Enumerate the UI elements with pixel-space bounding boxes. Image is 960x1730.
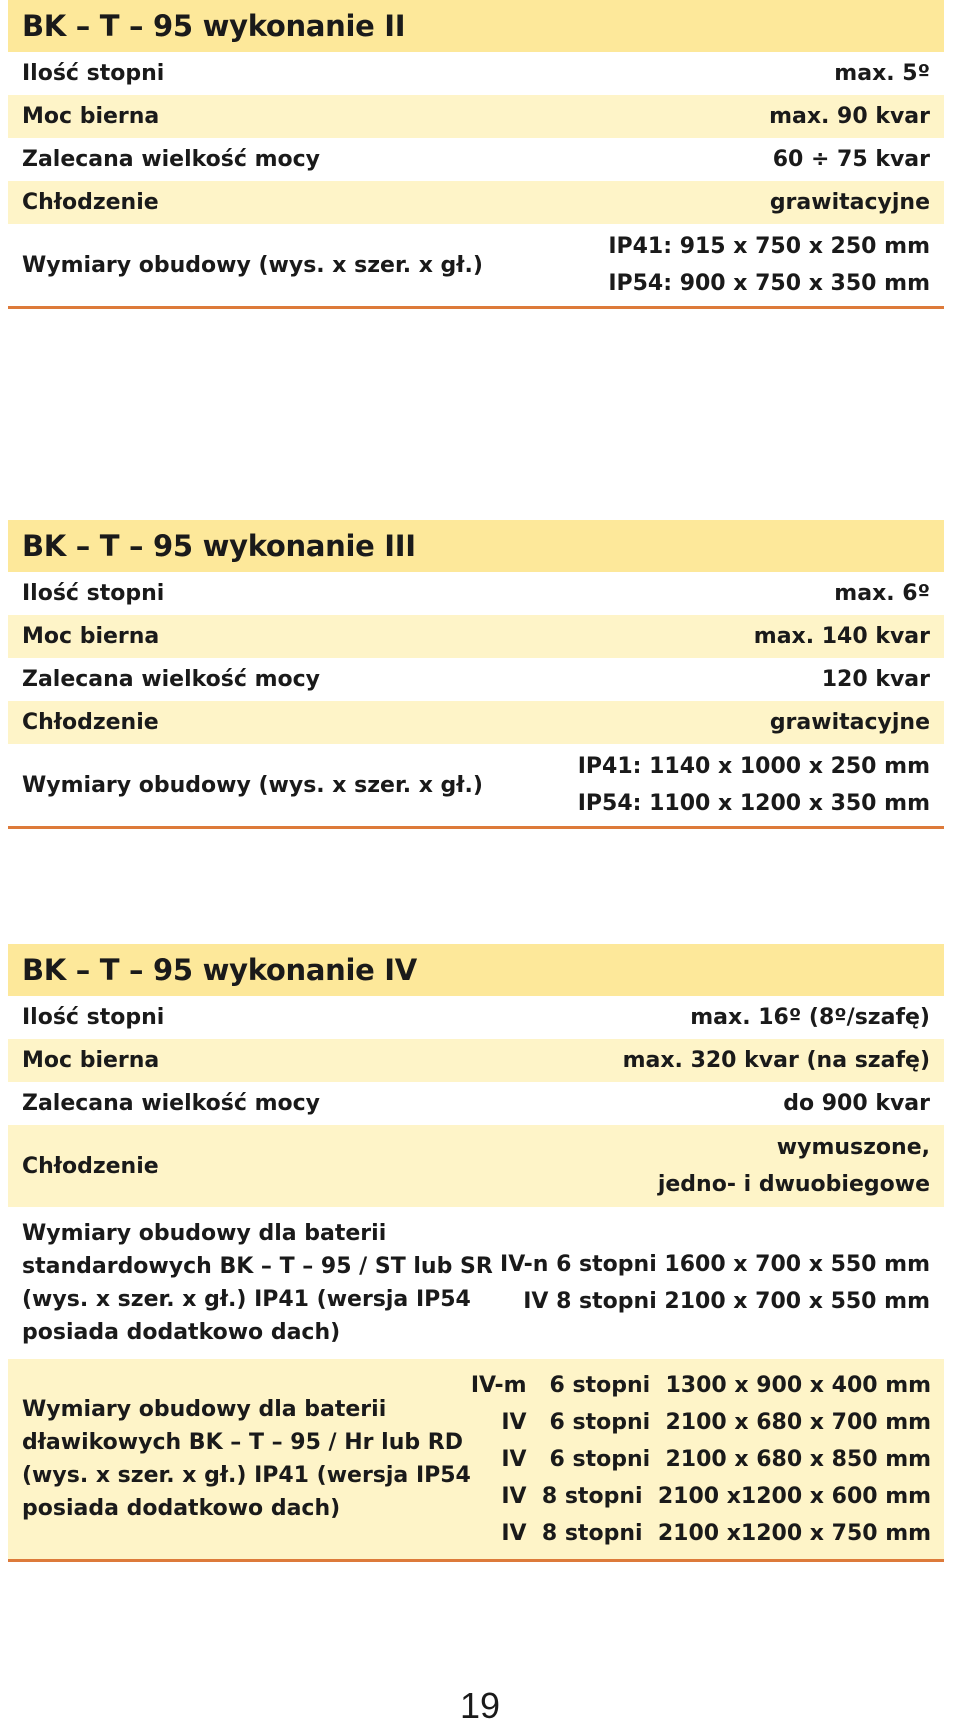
row-value bbox=[471, 1367, 931, 1552]
table-row bbox=[8, 744, 944, 826]
value-line: IP54: 1100 x 1200 x 350 mm bbox=[577, 791, 930, 816]
row-label: Chłodzenie bbox=[22, 710, 159, 735]
row-value: do 900 kvar bbox=[783, 1091, 930, 1116]
table-row bbox=[8, 996, 944, 1039]
row-value: max. 5º bbox=[834, 61, 930, 86]
page-number: 19 bbox=[459, 1685, 501, 1726]
row-label: Ilość stopni bbox=[22, 1005, 165, 1030]
row-value bbox=[500, 1246, 930, 1320]
row-label: Zalecana wielkość mocy bbox=[22, 147, 321, 172]
label-line: (wys. x szer. x gł.) IP41 (wersja IP54 bbox=[22, 1463, 471, 1488]
label-line: (wys. x szer. x gł.) IP41 (wersja IP54 bbox=[22, 1287, 471, 1312]
row-label bbox=[22, 1393, 471, 1525]
label-line: Wymiary obudowy dla baterii bbox=[22, 1221, 387, 1246]
table-row bbox=[8, 138, 944, 181]
row-label: Zalecana wielkość mocy bbox=[22, 667, 321, 692]
row-value: grawitacyjne bbox=[769, 710, 930, 735]
row-label: Zalecana wielkość mocy bbox=[22, 1091, 321, 1116]
value-line: IP54: 900 x 750 x 350 mm bbox=[608, 271, 930, 296]
row-label: Moc bierna bbox=[22, 1048, 160, 1073]
row-value bbox=[658, 1129, 930, 1203]
label-line: standardowych BK – T – 95 / ST lub SR bbox=[22, 1254, 493, 1279]
row-label: Wymiary obudowy (wys. x szer. x gł.) bbox=[22, 252, 483, 278]
value-line: IV 8 stopni 2100 x1200 x 750 mm bbox=[501, 1520, 932, 1546]
table-row bbox=[8, 52, 944, 95]
row-value: grawitacyjne bbox=[769, 190, 930, 215]
table-row bbox=[8, 95, 944, 138]
row-label bbox=[22, 1217, 493, 1349]
row-value: max. 140 kvar bbox=[753, 624, 930, 649]
label-line: Wymiary obudowy dla baterii bbox=[22, 1397, 387, 1422]
row-label: Ilość stopni bbox=[22, 581, 165, 606]
table-row bbox=[8, 572, 944, 615]
table-row bbox=[8, 1125, 944, 1207]
row-value: max. 90 kvar bbox=[769, 104, 930, 129]
table-row bbox=[8, 1039, 944, 1082]
table-bottom-rule bbox=[8, 1559, 944, 1562]
value-line: IV-n 6 stopni 1600 x 700 x 550 mm bbox=[500, 1252, 930, 1277]
value-line: IV 6 stopni 2100 x 680 x 700 mm bbox=[501, 1409, 932, 1435]
table-row bbox=[8, 615, 944, 658]
table-row bbox=[8, 1207, 944, 1359]
value-line: IP41: 915 x 750 x 250 mm bbox=[608, 234, 930, 259]
row-value bbox=[578, 748, 930, 822]
value-line: IV 8 stopni 2100 x1200 x 600 mm bbox=[501, 1483, 932, 1509]
row-value: max. 16º (8º/szafę) bbox=[690, 1005, 930, 1030]
row-label: Chłodzenie bbox=[22, 1153, 159, 1179]
table-title: BK – T – 95 wykonanie IV bbox=[8, 944, 944, 996]
table-title: BK – T – 95 wykonanie III bbox=[8, 520, 944, 572]
table-row bbox=[8, 181, 944, 224]
label-line: dławikowych BK – T – 95 / Hr lub RD bbox=[22, 1430, 463, 1455]
value-line: wymuszone, bbox=[776, 1135, 930, 1160]
row-label: Wymiary obudowy (wys. x szer. x gł.) bbox=[22, 772, 483, 798]
value-line: IV-m 6 stopni 1300 x 900 x 400 mm bbox=[470, 1372, 932, 1398]
table-row bbox=[8, 658, 944, 701]
value-line: IV 6 stopni 2100 x 680 x 850 mm bbox=[501, 1446, 932, 1472]
row-label: Ilość stopni bbox=[22, 61, 165, 86]
table-row bbox=[8, 1359, 944, 1559]
label-line: posiada dodatkowo dach) bbox=[22, 1496, 341, 1521]
value-line: jedno- i dwuobiegowe bbox=[657, 1172, 930, 1197]
table-row bbox=[8, 1082, 944, 1125]
row-value: max. 6º bbox=[834, 581, 930, 606]
table-bottom-rule bbox=[8, 306, 944, 309]
label-line: posiada dodatkowo dach) bbox=[22, 1320, 341, 1345]
row-label: Moc bierna bbox=[22, 624, 160, 649]
table-bottom-rule bbox=[8, 826, 944, 829]
row-value: 60 ÷ 75 kvar bbox=[772, 147, 930, 172]
row-label: Chłodzenie bbox=[22, 190, 159, 215]
row-value bbox=[608, 228, 930, 302]
table-row bbox=[8, 224, 944, 306]
row-label: Moc bierna bbox=[22, 104, 160, 129]
spec-table-wykonanie-iii bbox=[8, 520, 944, 829]
row-value: max. 320 kvar (na szafę) bbox=[622, 1048, 930, 1073]
spec-table-wykonanie-iv bbox=[8, 944, 944, 1562]
table-row bbox=[8, 701, 944, 744]
value-line: IP41: 1140 x 1000 x 250 mm bbox=[577, 754, 930, 779]
table-title: BK – T – 95 wykonanie II bbox=[8, 0, 944, 52]
row-value: 120 kvar bbox=[821, 667, 930, 692]
value-line: IV 8 stopni 2100 x 700 x 550 mm bbox=[523, 1289, 930, 1314]
spec-table-wykonanie-ii bbox=[8, 0, 944, 309]
